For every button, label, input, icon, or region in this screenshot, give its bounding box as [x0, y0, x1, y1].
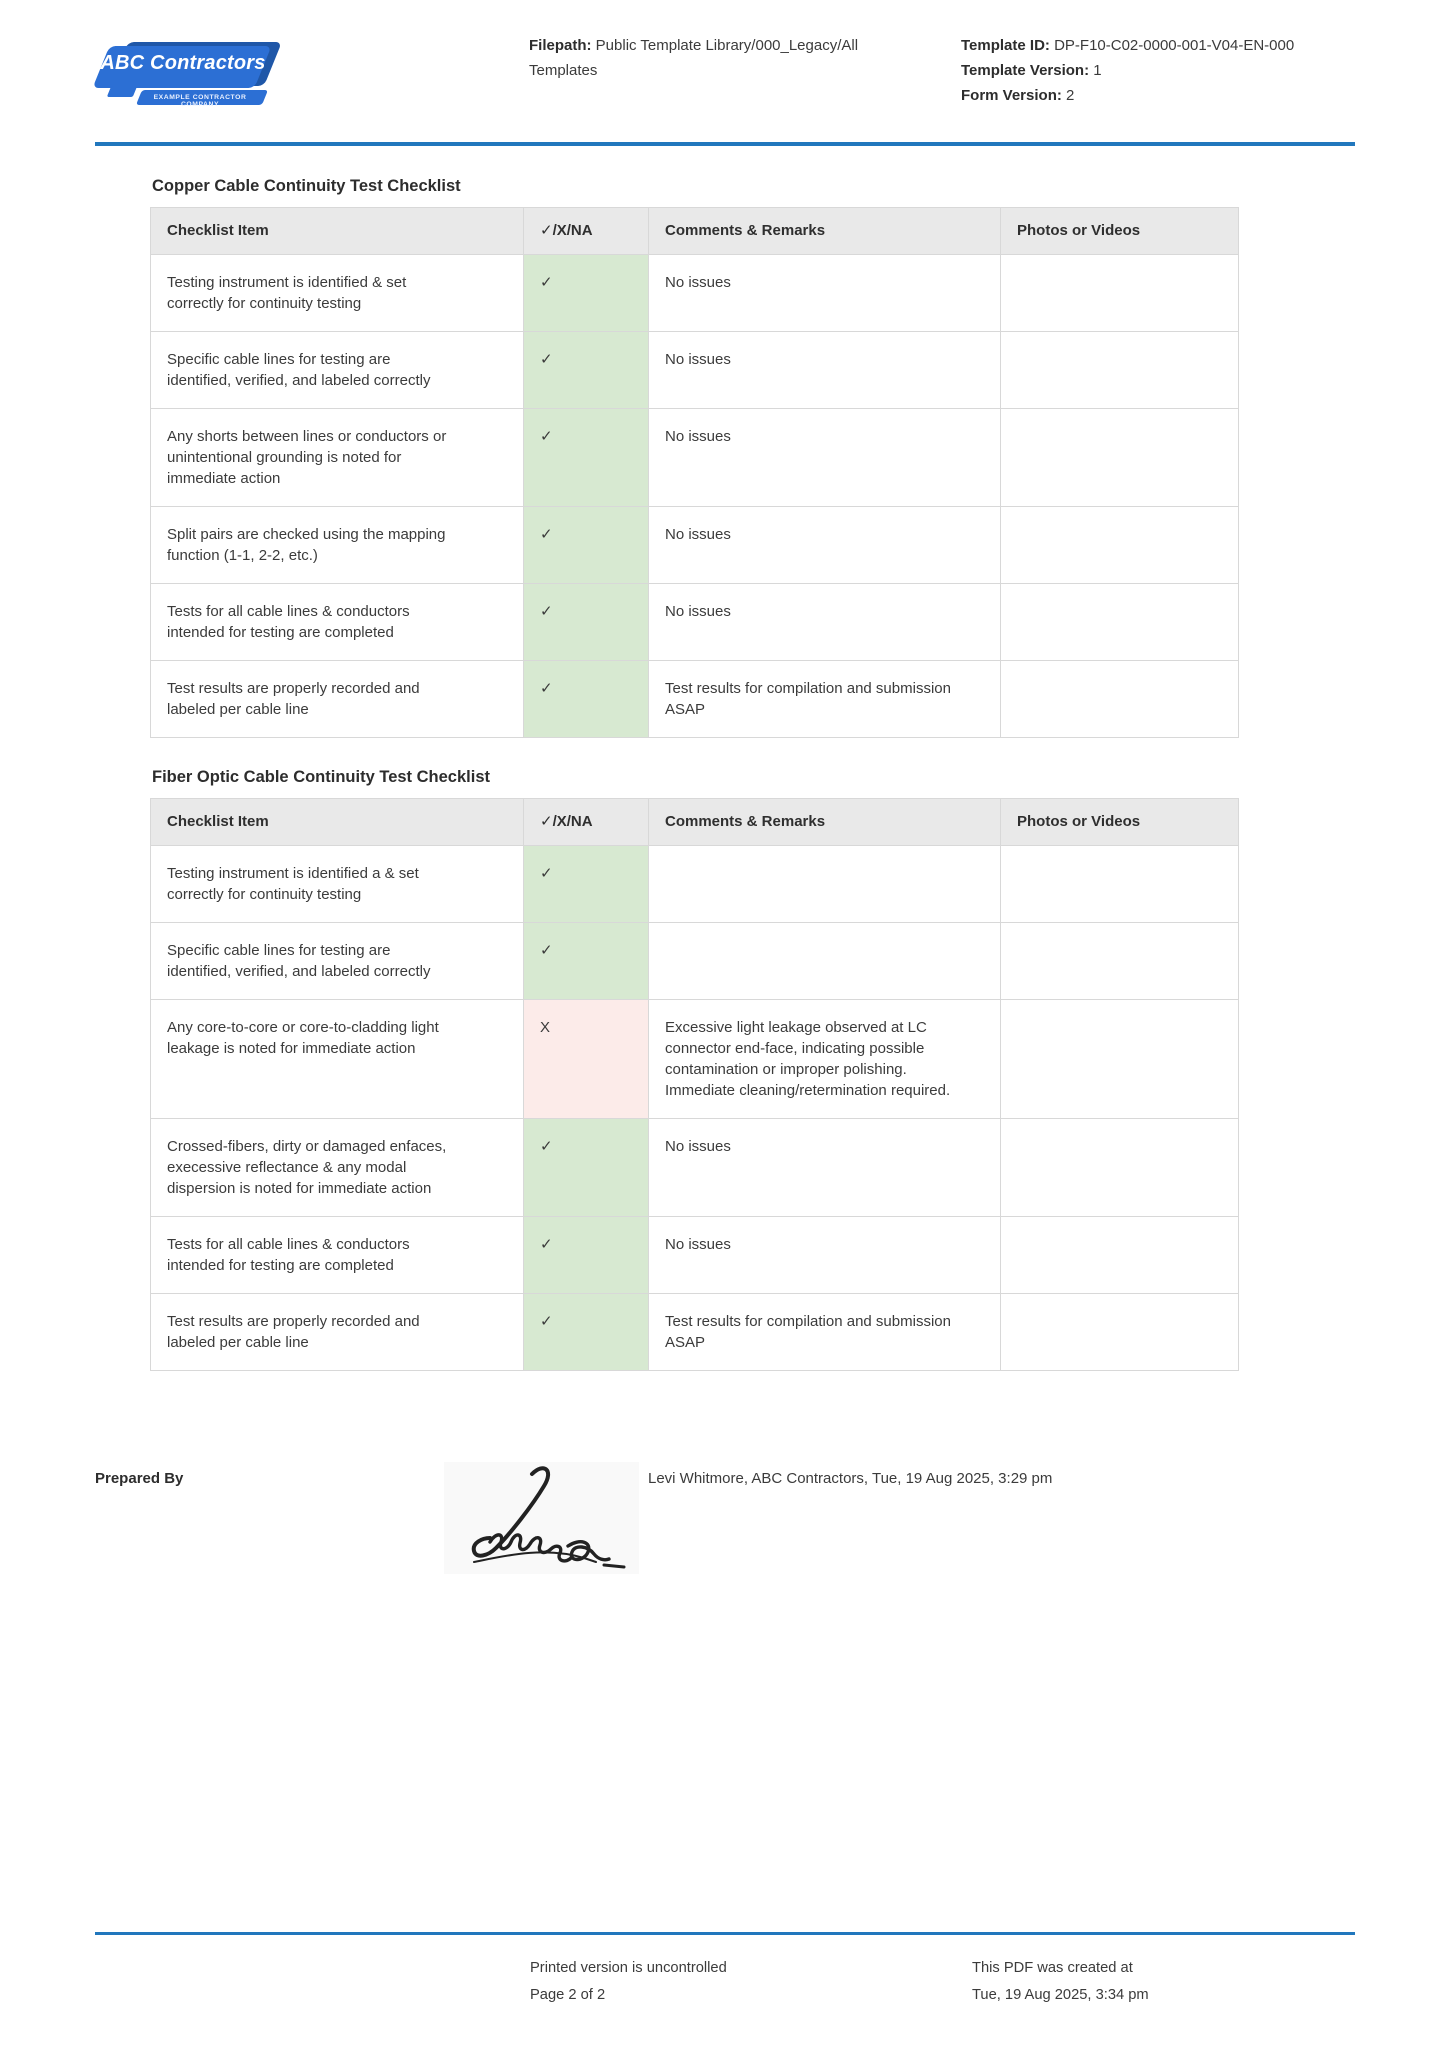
checklist-row — [151, 923, 1239, 1000]
comments-cell: No issues — [649, 1119, 1001, 1217]
copper-cable-checklist-section — [150, 177, 1238, 738]
checklist-row — [151, 1000, 1239, 1119]
footer-right-block — [972, 1955, 1149, 2009]
status-cell: ✓ — [524, 332, 649, 409]
media-cell — [1001, 923, 1239, 1000]
status-cell: ✓ — [524, 661, 649, 738]
media-cell — [1001, 332, 1239, 409]
status-cell: ✓ — [524, 1217, 649, 1294]
template-id-line — [961, 33, 1361, 58]
form-version-value: 2 — [1066, 87, 1075, 104]
comments-cell: No issues — [649, 507, 1001, 584]
page-indicator: Page 2 of 2 — [530, 1987, 606, 2003]
column-header: Checklist Item — [151, 799, 524, 846]
media-cell — [1001, 584, 1239, 661]
checklist-item-cell: Specific cable lines for testing are identified, verified, and labeled correctly — [151, 923, 524, 1000]
checklist-item-cell: Split pairs are checked using the mapping function (1-1, 2-2, etc.) — [151, 507, 524, 584]
media-cell — [1001, 846, 1239, 923]
checklist-table — [150, 798, 1239, 1371]
template-version-label: Template Version: — [961, 62, 1090, 79]
checklist-table — [150, 207, 1239, 738]
media-cell — [1001, 255, 1239, 332]
checklist-row — [151, 1294, 1239, 1371]
section-title: Fiber Optic Cable Continuity Test Checklist — [152, 768, 490, 786]
header-divider — [95, 142, 1355, 146]
checklist-item-cell: Tests for all cable lines & conductors intended for testing are completed — [151, 1217, 524, 1294]
comments-cell: Test results for compilation and submission ASAP — [649, 661, 1001, 738]
column-header: Comments & Remarks — [649, 799, 1001, 846]
media-cell — [1001, 661, 1239, 738]
status-cell: ✓ — [524, 1119, 649, 1217]
filepath-label: Filepath: — [529, 37, 592, 54]
column-header: Comments & Remarks — [649, 208, 1001, 255]
uncontrolled-note: Printed version is uncontrolled — [530, 1960, 727, 1976]
template-id-value: DP-F10-C02-0000-001-V04-EN-000 — [1054, 37, 1295, 54]
media-cell — [1001, 1294, 1239, 1371]
pdf-created-timestamp: Tue, 19 Aug 2025, 3:34 pm — [972, 1987, 1149, 2003]
footer-left-block — [530, 1955, 727, 2009]
checklist-item-cell: Testing instrument is identified & set correctly for continuity testing — [151, 255, 524, 332]
comments-cell — [649, 846, 1001, 923]
checklist-row — [151, 661, 1239, 738]
prepared-by-label: Prepared By — [95, 1470, 184, 1487]
logo-title: ABC Contractors — [100, 52, 266, 74]
checklist-row — [151, 1217, 1239, 1294]
status-cell: ✓ — [524, 409, 649, 507]
checklist-row — [151, 1119, 1239, 1217]
status-cell: ✓ — [524, 1294, 649, 1371]
signature-box — [444, 1462, 639, 1574]
column-header: ✓/X/NA — [524, 799, 649, 846]
section-title: Copper Cable Continuity Test Checklist — [152, 177, 461, 195]
footer-divider — [95, 1932, 1355, 1935]
column-header: ✓/X/NA — [524, 208, 649, 255]
checklist-row — [151, 332, 1239, 409]
template-version-line — [961, 58, 1361, 83]
checklist-item-cell: Crossed-fibers, dirty or damaged enfaces, execessive reflectance & any modal dispersion is noted for immediate action — [151, 1119, 524, 1217]
document-body — [150, 177, 1238, 1371]
table-header-row — [151, 208, 1239, 255]
logo-shape-corner — [107, 86, 137, 97]
checklist-row — [151, 507, 1239, 584]
checklist-item-cell: Any shorts between lines or conductors or unintentional grounding is noted for immediate action — [151, 409, 524, 507]
signature-scribble-icon — [444, 1462, 639, 1574]
checklist-item-cell: Test results are properly recorded and labeled per cable line — [151, 661, 524, 738]
checklist-item-cell: Tests for all cable lines & conductors intended for testing are completed — [151, 584, 524, 661]
fiber-optic-checklist-section — [150, 768, 1238, 1371]
media-cell — [1001, 1119, 1239, 1217]
status-cell: ✓ — [524, 255, 649, 332]
media-cell — [1001, 409, 1239, 507]
template-info-block — [961, 33, 1361, 108]
checklist-row — [151, 584, 1239, 661]
column-header: Photos or Videos — [1001, 208, 1239, 255]
status-cell: ✓ — [524, 923, 649, 1000]
comments-cell: No issues — [649, 584, 1001, 661]
comments-cell: No issues — [649, 332, 1001, 409]
media-cell — [1001, 507, 1239, 584]
checklist-row — [151, 409, 1239, 507]
status-cell: ✓ — [524, 846, 649, 923]
checklist-item-cell: Any core-to-core or core-to-cladding light leakage is noted for immediate action — [151, 1000, 524, 1119]
template-id-label: Template ID: — [961, 37, 1050, 54]
comments-cell: Excessive light leakage observed at LC connector end-face, indicating possible contamination or improper polishing. Immediate cleaning/retermination required. — [649, 1000, 1001, 1119]
pdf-created-label: This PDF was created at — [972, 1960, 1133, 1976]
comments-cell: No issues — [649, 255, 1001, 332]
template-version-value: 1 — [1093, 62, 1102, 79]
status-cell: ✓ — [524, 584, 649, 661]
filepath-block — [529, 33, 881, 83]
media-cell — [1001, 1217, 1239, 1294]
prepared-by-row — [0, 1462, 1449, 1582]
prepared-by-byline: Levi Whitmore, ABC Contractors, Tue, 19 Aug 2025, 3:29 pm — [648, 1470, 1053, 1487]
checklist-item-cell: Specific cable lines for testing are identified, verified, and labeled correctly — [151, 332, 524, 409]
column-header: Photos or Videos — [1001, 799, 1239, 846]
company-logo — [95, 40, 283, 108]
status-cell: ✓ — [524, 507, 649, 584]
comments-cell: No issues — [649, 1217, 1001, 1294]
status-cell: X — [524, 1000, 649, 1119]
comments-cell: No issues — [649, 409, 1001, 507]
logo-subtitle: EXAMPLE CONTRACTOR COMPANY — [153, 94, 247, 108]
checklist-row — [151, 846, 1239, 923]
checklist-item-cell: Testing instrument is identified a & set correctly for continuity testing — [151, 846, 524, 923]
column-header: Checklist Item — [151, 208, 524, 255]
checklist-item-cell: Test results are properly recorded and labeled per cable line — [151, 1294, 524, 1371]
filepath-value: Public Template Library/000_Legacy/All Templates — [529, 37, 859, 79]
comments-cell — [649, 923, 1001, 1000]
comments-cell: Test results for compilation and submission ASAP — [649, 1294, 1001, 1371]
checklist-row — [151, 255, 1239, 332]
form-version-label: Form Version: — [961, 87, 1062, 104]
form-version-line — [961, 83, 1361, 108]
media-cell — [1001, 1000, 1239, 1119]
table-header-row — [151, 799, 1239, 846]
